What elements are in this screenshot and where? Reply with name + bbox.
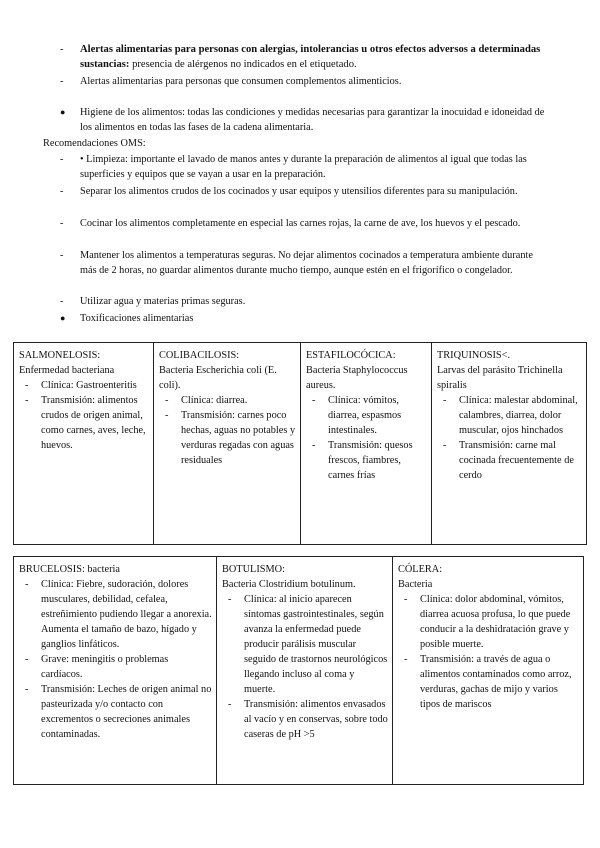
disease-cell-estafilococica <box>301 343 432 545</box>
disease-cell-botulismo <box>217 557 393 785</box>
disease-title: COLIBACILOSIS: <box>159 350 240 361</box>
hygiene-text: Higiene de los alimentos: todas las condiciones y medidas necesarias para garantizar la inocuidad e idoneidad de los alimentos en todas las fases de la cadena alimentaria. <box>80 107 545 133</box>
disease-subtitle: Bacteria <box>398 579 433 590</box>
disease-detail: - Transmisión: Leches de origen animal no pasteurizada y/o contacto con excrementos o secreciones animales contaminadas. <box>19 682 212 742</box>
alert-supplements-text: Alertas alimentarias para personas que consumen complementos alimenticios. <box>80 76 402 87</box>
disease-detail: - Transmisión: carnes poco hechas, aguas no potables y verduras regadas con aguas residuales <box>159 408 296 468</box>
disease-title: BRUCELOSIS: bacteria <box>19 564 120 575</box>
disease-detail: - Transmisión: a través de agua o alimentos contaminados como arroz, verduras, gachas de mijo y varios tipos de mariscos <box>398 652 579 712</box>
alert-allergies-rest: presencia de alérgenos no indicados en el etiquetado. <box>129 59 357 70</box>
disease-cell-brucelosis <box>14 557 217 785</box>
disease-detail: - Clínica: Fiebre, sudoración, dolores musculares, debilidad, cefalea, estreñimiento pudiendo llegar a anorexia. Aumenta el tamaño de bazo, hígado y ganglios linfáticos. <box>19 577 212 652</box>
disease-detail: - Clínica: dolor abdominal, vómitos, diarrea acuosa profusa, lo que puede conducir a la deshidratación grave y posible muerte. <box>398 592 579 652</box>
disease-detail: - Transmisión: alimentos crudos de origen animal, como carnes, aves, leche, huevos. <box>19 393 149 453</box>
disease-subtitle: Bacteria Clostridium botulinum. <box>222 579 356 590</box>
alert-allergies-bold: Alertas alimentarias para personas con alergias, intolerancias u otros efectos adversos a determinadas sustancias: <box>80 44 541 70</box>
disease-title: SALMONELOSIS: <box>19 350 101 361</box>
disease-subtitle: Enfermedad bacteriana <box>19 365 115 376</box>
disease-cell-salmonelosis <box>14 343 154 545</box>
diseases-table-1 <box>13 342 587 545</box>
disease-detail: - Clínica: vómitos, diarrea, espasmos intestinales. <box>306 393 427 438</box>
disease-detail: - Transmisión: carne mal cocinada frecuentemente de cerdo <box>437 438 582 483</box>
disease-cell-colibacilosis <box>154 343 301 545</box>
disease-title: ESTAFILOCÓCICA: <box>306 350 396 361</box>
disease-detail: - Clínica: Gastroenteritis <box>19 378 149 393</box>
disease-cell-triquinosis <box>432 343 587 545</box>
disease-detail: - Clínica: al inicio aparecen síntomas gastrointestinales, según avanza la enfermedad puede producir parálisis muscular seguido de trastornos neurológicos llegando incluso al coma y muerte. <box>222 592 388 697</box>
disease-title: BOTULISMO: <box>222 564 285 575</box>
diseases-table-2 <box>13 556 584 785</box>
oms-heading: Recomendaciones OMS: <box>43 138 146 149</box>
disease-detail: - Transmisión: alimentos envasados al vacío y en conservas, sobre todo caseras de pH >5 <box>222 697 388 742</box>
disease-title: CÓLERA: <box>398 564 443 575</box>
disease-subtitle: Bacteria Escherichia coli (E. coli). <box>159 365 277 391</box>
disease-detail: - Clínica: malestar abdominal, calambres, diarrea, dolor muscular, ojos hinchados <box>437 393 582 438</box>
disease-detail: - Clínica: diarrea. <box>159 393 296 408</box>
toxi-text: Toxificaciones alimentarias <box>80 313 194 324</box>
disease-detail: - Grave: meningitis o problemas cardíacos. <box>19 652 212 682</box>
disease-subtitle: Larvas del parásito Trichinella spiralis <box>437 365 563 391</box>
disease-title: TRIQUINOSIS<. <box>437 350 511 361</box>
disease-cell-colera <box>393 557 584 785</box>
disease-detail: - Transmisión: quesos frescos, fiambres, carnes frías <box>306 438 427 483</box>
disease-subtitle: Bacteria Staphylococcus aureus. <box>306 365 408 391</box>
document-page: - Alertas alimentarias para personas con alergias, intolerancias u otros efectos adversos a determinadas sustancias: presencia de alérgenos no indicados en el etiquetado. - Alertas alimentarias para personas que consumen complementos alimenticios. ● Higiene de los alimentos: todas las condiciones y medidas necesarias para garantizar la inocuidad e idoneidad de los alimentos en todas las fases de la cadena alimentaria. Recomendaciones OMS: - • Limpieza: importante el lavado de manos antes y durante la preparación de alimentos al igual que todas las superficies y equipos que se vayan a usar en la preparación. - Separar los alimentos crudos de los cocinados y usar equipos y utensilios diferentes para su manipulación. - Cocinar los alimentos completamente en especial las carnes rojas, la carne de ave, los huevos y el pescado. - Mantener los alimentos a temperaturas seguras. No dejar alimentos cocinados a temperatura ambiente durante más de 2 horas, no guardar alimentos durante mucho tiempo, aunque estén en el frigorífico o congelador. - Utilizar agua y materias primas seguras. ● Toxificaciones alimentarias SALMONELOSIS: Enfermedad bacteriana - Clínica: Gastroenteritis - Transmisión: alimentos crudos de origen animal, como carnes, aves, leche, huevos. COLIBACILOSIS: Bacteria Escherichia coli (E. coli). - Clínica: diarrea. - Transmisión: carnes poco hechas, aguas no potables y verduras regadas con aguas residuales ESTAFILOCÓCICA: Bacteria Staphylococcus aureus. - Clínica: vómitos, diarrea, espasmos intestinales. - Transmisión: quesos frescos, fiambres, carnes frías TRIQUINOSIS<. Larvas del parásito Trichinella spiralis - Clínica: malestar abdominal, calambres, diarrea, dolor muscular, ojos hinchados - Transmisión: carne mal cocinada frecuentemente de cerdo BRUCELOSIS: bacteria - Clínica: Fiebre, sudoración, dolores musculares, debilidad, cefalea, estreñimiento pudiendo llegar a anorexia. Aumenta el tamaño de bazo, hígado y ganglios linfáticos. - Grave: meningitis o problemas cardíacos. - Transmisión: Leches de origen animal no pasteurizada y/o contacto con excrementos o secreciones animales contaminadas. BOTULISMO: Bacteria Clostridium botulinum. - Clínica: al inicio aparecen síntomas gastrointestinales, según avanza la enfermedad puede producir parálisis muscular seguido de trastornos neurológicos llegando incluso al coma y muerte. - Transmisión: alimentos envasados al vacío y en conservas, sobre todo caseras de pH >5 CÓLERA: Bacteria - Clínica: dolor abdominal, vómitos, diarrea acuosa profusa, lo que puede conducir a la deshidratación grave y posible muerte. - Transmisión: a través de agua o alimentos contaminados como arroz, verduras, gachas de mijo y varios tipos de mariscos <box>0 0 600 848</box>
